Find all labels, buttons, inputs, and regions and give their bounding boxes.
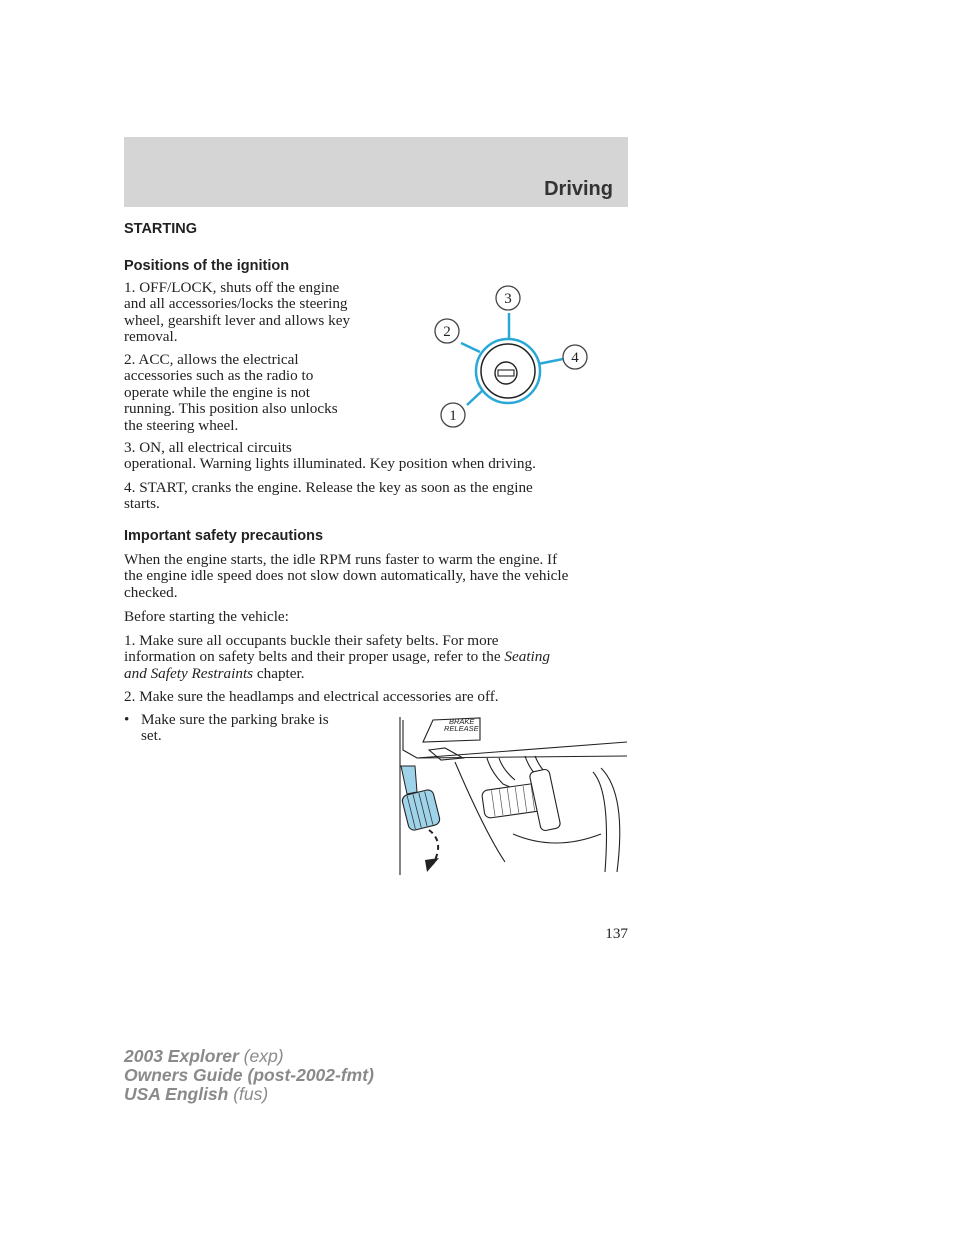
safety-heading: Important safety precautions: [124, 528, 324, 544]
bullet-symbol: •: [124, 711, 130, 728]
ignition-heading: Positions of the ignition: [124, 258, 290, 274]
text-line: and all accessories/locks the steering: [124, 295, 348, 313]
footer-guide: Owners Guide (post-2002-fmt): [124, 1065, 374, 1085]
text-line: 1. OFF/LOCK, shuts off the engine: [124, 279, 340, 296]
position-label-2: 2: [443, 324, 451, 340]
chapter-reference: and Safety Restraints: [124, 664, 254, 682]
parking-brake-illustration: [395, 712, 630, 877]
footer-code: (fus): [228, 1084, 269, 1104]
text-line: set.: [141, 727, 162, 745]
text-line: the engine idle speed does not slow down automatically, have the vehicle: [124, 567, 569, 585]
safety-paragraph-2: Before starting the vehicle:: [124, 608, 289, 625]
safety-paragraph-1: [124, 552, 568, 601]
ignition-paragraph-4: [124, 480, 533, 513]
section-header-title: Driving: [544, 178, 613, 200]
leader-line-1: [467, 390, 483, 405]
safety-paragraph-4: 2. Make sure the headlamps and electrical accessories are off.: [124, 688, 499, 705]
text-line: Make sure the parking brake is: [141, 711, 329, 728]
text-line: [124, 666, 550, 682]
bullet-text: [141, 712, 366, 745]
document-footer: [124, 1047, 374, 1104]
footer-line: [124, 1085, 374, 1104]
text-run: chapter.: [253, 664, 305, 682]
position-label-4: 4: [571, 350, 579, 366]
text-line: [124, 649, 550, 665]
text-line: operate while the engine is not: [124, 383, 310, 401]
footer-line: [124, 1047, 374, 1066]
ignition-diagram: [425, 280, 595, 435]
text-line: removal.: [124, 328, 178, 346]
footer-language: USA English: [124, 1084, 229, 1104]
ignition-paragraph-1: [124, 280, 350, 346]
text-line: When the engine starts, the idle RPM runs faster to warm the engine. If: [124, 551, 558, 568]
text-line: starts.: [124, 495, 160, 513]
text-line: 4. START, cranks the engine. Release the key as soon as the engine: [124, 479, 533, 496]
brake-pedal-arm: [487, 758, 517, 790]
dash-underside: [403, 720, 627, 758]
leader-line-2: [461, 343, 480, 352]
ignition-paragraph-3: [124, 440, 536, 473]
parking-brake-pedal: [401, 766, 441, 831]
footer-code: (exp): [238, 1046, 284, 1066]
text-line: wheel, gearshift lever and allows key: [124, 311, 351, 329]
text-line: 2. ACC, allows the electrical: [124, 351, 299, 368]
header-band: [124, 137, 628, 207]
brake-release-label-line1: BRAKE: [449, 717, 475, 726]
console-edge: [593, 772, 607, 872]
text-line: operational. Warning lights illuminated. Key position when driving.: [124, 455, 536, 473]
footer-line: [124, 1066, 374, 1085]
ignition-paragraph-2: [124, 352, 338, 434]
footer-model: 2003 Explorer: [124, 1046, 239, 1066]
text-line: 3. ON, all electrical circuits: [124, 439, 292, 456]
text-line: the steering wheel.: [124, 416, 239, 434]
text-line: accessories such as the radio to: [124, 367, 314, 385]
section-title: STARTING: [124, 221, 198, 237]
safety-paragraph-3: [124, 633, 550, 682]
text-line: running. This position also unlocks: [124, 400, 338, 418]
text-line: 1. Make sure all occupants buckle their safety belts. For more: [124, 632, 499, 649]
brake-release-label-line2: RELEASE: [444, 724, 479, 733]
leader-line-4: [538, 359, 563, 364]
floor-hump: [513, 834, 601, 843]
key-slot: [498, 370, 514, 376]
arrow-head: [425, 858, 439, 872]
chapter-reference: Seating: [504, 648, 550, 666]
text-line: checked.: [124, 583, 178, 601]
page-number: 137: [605, 925, 628, 942]
text-run: information on safety belts and their proper usage, refer to the: [124, 648, 505, 666]
position-label-1: 1: [449, 408, 457, 424]
position-label-3: 3: [504, 291, 512, 307]
